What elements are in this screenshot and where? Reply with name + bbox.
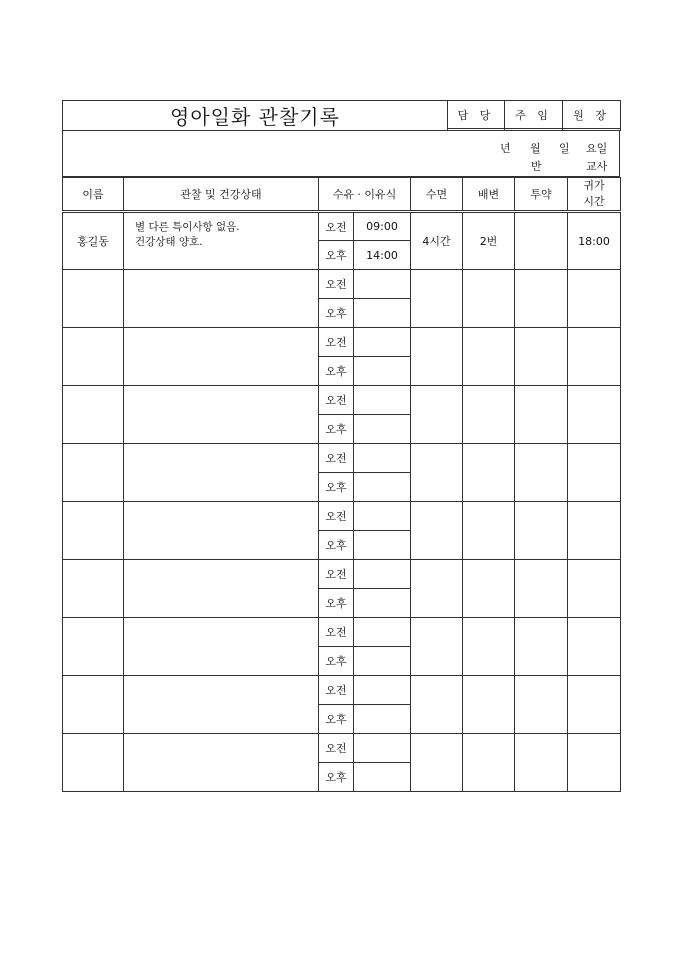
child-name-cell[interactable] bbox=[63, 676, 124, 734]
medication-cell[interactable] bbox=[515, 212, 568, 270]
pm-label: 오후 bbox=[319, 357, 354, 386]
sleep-cell[interactable] bbox=[411, 502, 463, 560]
am-feeding-time-cell[interactable]: 09:00 bbox=[354, 212, 411, 241]
am-feeding-time-cell[interactable] bbox=[354, 502, 411, 531]
bowel-cell[interactable] bbox=[463, 560, 515, 618]
day-label: 일 bbox=[559, 142, 570, 155]
return-time-cell[interactable] bbox=[568, 676, 621, 734]
sleep-cell[interactable] bbox=[411, 328, 463, 386]
table-row bbox=[63, 270, 621, 299]
pm-label: 오후 bbox=[319, 647, 354, 676]
child-name-cell[interactable] bbox=[63, 270, 124, 328]
pm-feeding-time-cell[interactable] bbox=[354, 415, 411, 444]
return-time-cell[interactable]: 18:00 bbox=[568, 212, 621, 270]
pm-label: 오후 bbox=[319, 415, 354, 444]
table-row bbox=[63, 502, 621, 531]
medication-cell[interactable] bbox=[515, 560, 568, 618]
sleep-cell[interactable] bbox=[411, 270, 463, 328]
am-label: 오전 bbox=[319, 560, 354, 589]
bowel-cell[interactable] bbox=[463, 502, 515, 560]
pm-feeding-time-cell[interactable] bbox=[354, 299, 411, 328]
observation-cell[interactable] bbox=[124, 618, 319, 676]
pm-label: 오후 bbox=[319, 299, 354, 328]
medication-cell[interactable] bbox=[515, 444, 568, 502]
am-label: 오전 bbox=[319, 502, 354, 531]
pm-feeding-time-cell[interactable] bbox=[354, 357, 411, 386]
am-label: 오전 bbox=[319, 618, 354, 647]
observation-cell[interactable] bbox=[124, 502, 319, 560]
pm-label: 오후 bbox=[319, 241, 354, 270]
observation-line: 별 다른 특이사항 없음. bbox=[135, 221, 240, 233]
return-time-cell[interactable] bbox=[568, 734, 621, 792]
pm-feeding-time-cell[interactable] bbox=[354, 473, 411, 502]
col-bowel: 배변 bbox=[463, 178, 515, 212]
class-label: 반 bbox=[531, 160, 542, 173]
am-feeding-time-cell[interactable] bbox=[354, 618, 411, 647]
pm-label: 오후 bbox=[319, 589, 354, 618]
am-label: 오전 bbox=[319, 328, 354, 357]
return-time-cell[interactable] bbox=[568, 444, 621, 502]
pm-label: 오후 bbox=[319, 531, 354, 560]
observation-cell[interactable] bbox=[124, 444, 319, 502]
am-feeding-time-cell[interactable] bbox=[354, 676, 411, 705]
observation-cell[interactable] bbox=[124, 270, 319, 328]
medication-cell[interactable] bbox=[515, 618, 568, 676]
table-row bbox=[63, 618, 621, 647]
bowel-cell[interactable]: 2번 bbox=[463, 212, 515, 270]
bowel-cell[interactable] bbox=[463, 386, 515, 444]
record-table bbox=[62, 177, 621, 792]
medication-cell[interactable] bbox=[515, 270, 568, 328]
am-feeding-time-cell[interactable] bbox=[354, 734, 411, 763]
sleep-cell[interactable] bbox=[411, 734, 463, 792]
medication-cell[interactable] bbox=[515, 734, 568, 792]
pm-feeding-time-cell[interactable] bbox=[354, 647, 411, 676]
am-feeding-time-cell[interactable] bbox=[354, 560, 411, 589]
teacher-label: 교사 bbox=[586, 160, 608, 173]
bowel-cell[interactable] bbox=[463, 734, 515, 792]
return-time-cell[interactable] bbox=[568, 328, 621, 386]
sleep-cell[interactable] bbox=[411, 618, 463, 676]
table-row bbox=[63, 444, 621, 473]
bowel-cell[interactable] bbox=[463, 328, 515, 386]
am-label: 오전 bbox=[319, 676, 354, 705]
pm-label: 오후 bbox=[319, 705, 354, 734]
pm-feeding-time-cell[interactable] bbox=[354, 589, 411, 618]
sleep-cell[interactable]: 4시간 bbox=[411, 212, 463, 270]
medication-cell[interactable] bbox=[515, 502, 568, 560]
observation-cell[interactable] bbox=[124, 560, 319, 618]
bowel-cell[interactable] bbox=[463, 676, 515, 734]
child-name-cell[interactable] bbox=[63, 386, 124, 444]
child-name-cell[interactable] bbox=[63, 328, 124, 386]
child-name-cell[interactable] bbox=[63, 502, 124, 560]
pm-feeding-time-cell[interactable] bbox=[354, 763, 411, 792]
observation-cell[interactable] bbox=[124, 676, 319, 734]
sleep-cell[interactable] bbox=[411, 444, 463, 502]
pm-label: 오후 bbox=[319, 473, 354, 502]
return-time-cell[interactable] bbox=[568, 270, 621, 328]
am-feeding-time-cell[interactable] bbox=[354, 328, 411, 357]
col-return-time bbox=[568, 178, 621, 212]
medication-cell[interactable] bbox=[515, 386, 568, 444]
pm-feeding-time-cell[interactable] bbox=[354, 531, 411, 560]
am-feeding-time-cell[interactable] bbox=[354, 444, 411, 473]
child-name-cell[interactable] bbox=[63, 444, 124, 502]
col-observation: 관찰 및 건강상태 bbox=[124, 178, 319, 212]
pm-feeding-time-cell[interactable]: 14:00 bbox=[354, 241, 411, 270]
sleep-cell[interactable] bbox=[411, 560, 463, 618]
col-sleep: 수면 bbox=[411, 178, 463, 212]
bowel-cell[interactable] bbox=[463, 618, 515, 676]
weekday-label: 요일 bbox=[586, 142, 608, 155]
approval-label-staff: 담 당 bbox=[448, 101, 505, 129]
return-time-cell[interactable] bbox=[568, 502, 621, 560]
am-label: 오전 bbox=[319, 444, 354, 473]
am-feeding-time-cell[interactable] bbox=[354, 386, 411, 415]
table-row bbox=[63, 212, 621, 241]
child-name-cell[interactable] bbox=[63, 734, 124, 792]
am-label: 오전 bbox=[319, 734, 354, 763]
approval-label-director: 원 장 bbox=[563, 101, 621, 129]
sleep-cell[interactable] bbox=[411, 676, 463, 734]
observation-line: 건강상태 양호. bbox=[135, 236, 203, 248]
col-return-time-line1: 귀가 bbox=[583, 179, 605, 192]
medication-cell[interactable] bbox=[515, 676, 568, 734]
observation-cell[interactable] bbox=[124, 734, 319, 792]
child-name-cell[interactable]: 홍길동 bbox=[63, 212, 124, 270]
bowel-cell[interactable] bbox=[463, 270, 515, 328]
approval-label-head-teacher: 주 임 bbox=[505, 101, 563, 129]
return-time-cell[interactable] bbox=[568, 618, 621, 676]
col-feeding: 수유 · 이유식 bbox=[319, 178, 411, 212]
month-label: 월 bbox=[530, 142, 541, 155]
form-title: 영아일화 관찰기록 bbox=[63, 101, 448, 131]
am-feeding-time-cell[interactable] bbox=[354, 270, 411, 299]
col-return-time-line2: 시간 bbox=[583, 195, 605, 208]
return-time-cell[interactable] bbox=[568, 386, 621, 444]
table-row bbox=[63, 328, 621, 357]
year-label: 년 bbox=[500, 142, 511, 155]
table-row bbox=[63, 560, 621, 589]
am-label: 오전 bbox=[319, 212, 354, 241]
sleep-cell[interactable] bbox=[411, 386, 463, 444]
col-medication: 투약 bbox=[515, 178, 568, 212]
date-class-row bbox=[62, 131, 620, 177]
observation-cell[interactable] bbox=[124, 212, 319, 270]
table-row bbox=[63, 386, 621, 415]
col-name: 이름 bbox=[63, 178, 124, 212]
observation-cell[interactable] bbox=[124, 328, 319, 386]
table-row bbox=[63, 734, 621, 763]
child-name-cell[interactable] bbox=[63, 560, 124, 618]
table-row bbox=[63, 676, 621, 705]
am-label: 오전 bbox=[319, 270, 354, 299]
observation-cell[interactable] bbox=[124, 386, 319, 444]
pm-label: 오후 bbox=[319, 763, 354, 792]
pm-feeding-time-cell[interactable] bbox=[354, 705, 411, 734]
form-header bbox=[62, 100, 621, 131]
observation-form bbox=[62, 100, 620, 792]
return-time-cell[interactable] bbox=[568, 560, 621, 618]
bowel-cell[interactable] bbox=[463, 444, 515, 502]
medication-cell[interactable] bbox=[515, 328, 568, 386]
child-name-cell[interactable] bbox=[63, 618, 124, 676]
am-label: 오전 bbox=[319, 386, 354, 415]
